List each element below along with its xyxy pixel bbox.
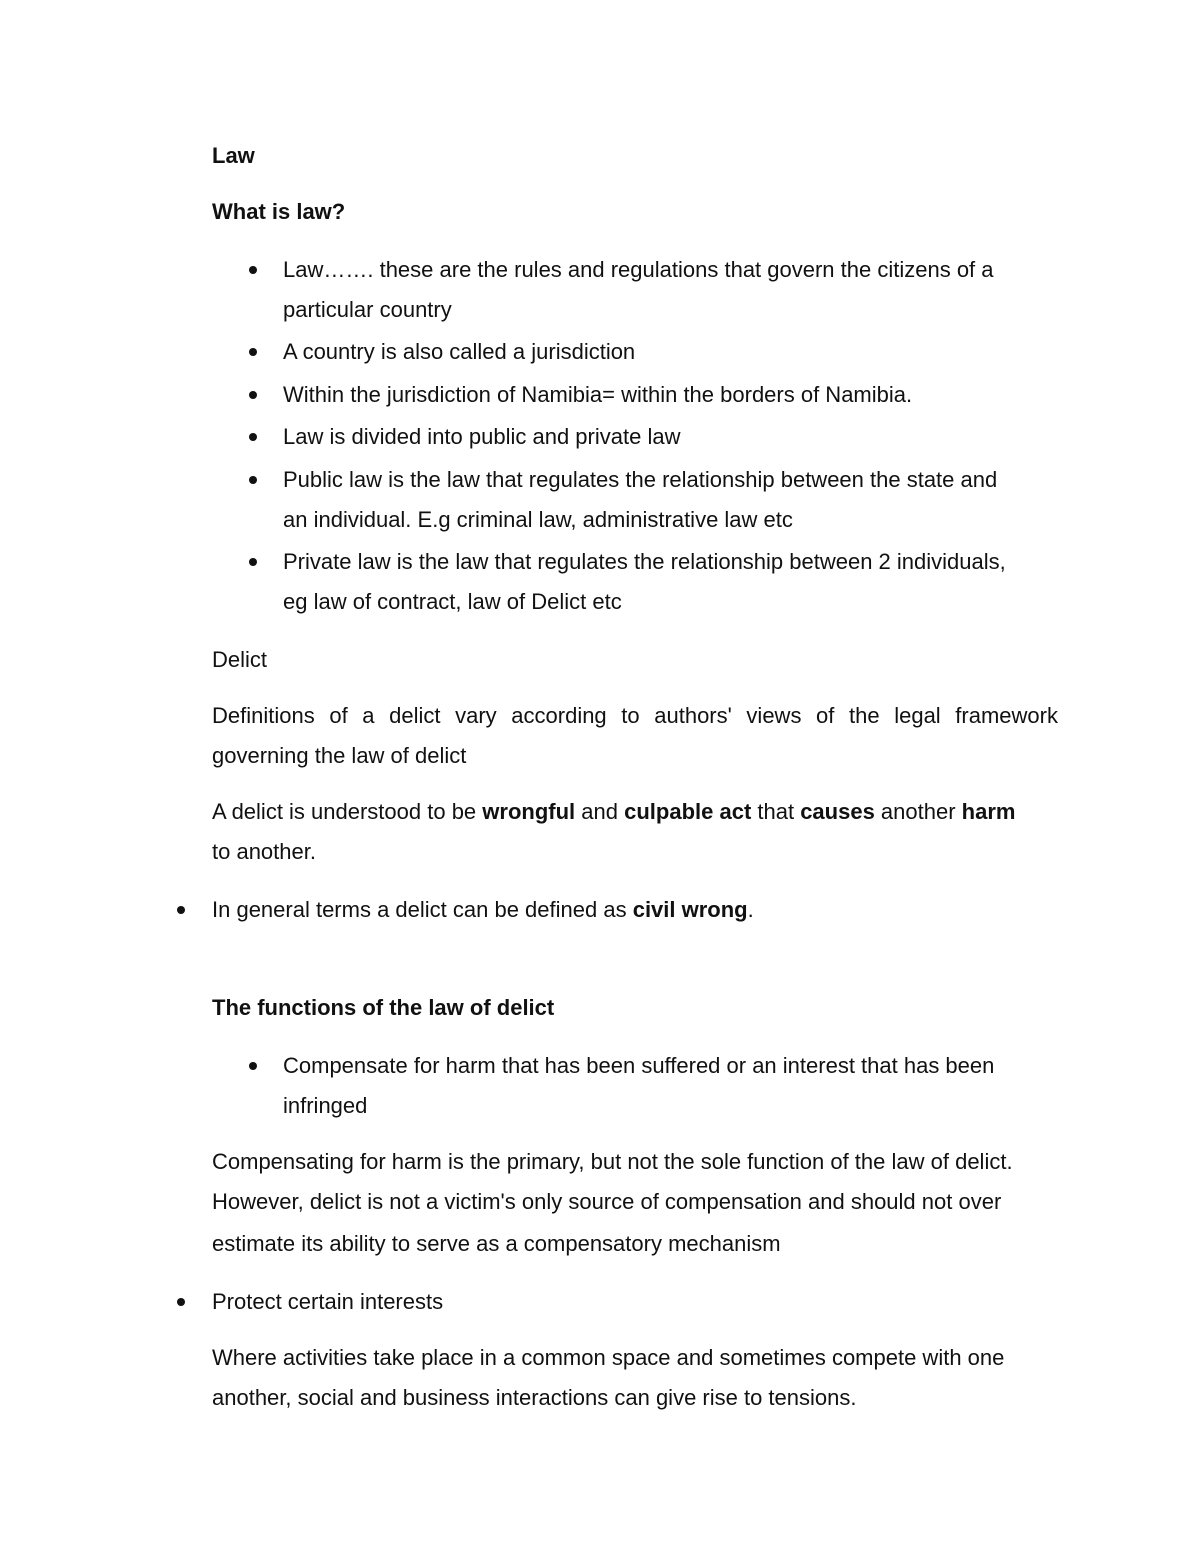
functions-heading: The functions of the law of delict — [212, 995, 555, 1020]
section-question: What is law? — [212, 199, 346, 224]
where-para-line2: another, social and business interactions can give rise to tensions. — [212, 1385, 857, 1410]
bold-term: culpable act — [624, 799, 752, 824]
law-bullet-2: A country is also called a jurisdiction — [283, 339, 636, 364]
delict-heading: Delict — [212, 647, 268, 672]
compensating-para-line2: However, delict is not a victim's only source of compensation and should not over — [212, 1189, 1002, 1214]
bold-term: wrongful — [482, 799, 576, 824]
compensate-bullet-line2: infringed — [283, 1093, 368, 1118]
law-bullet-4: Law is divided into public and private law — [283, 424, 681, 449]
understood-line1: A delict is understood to be wrongful and culpable act that causes another harm — [212, 799, 1016, 824]
compensating-para-line3: estimate its ability to serve as a compensatory mechanism — [212, 1231, 781, 1256]
definitions-line1: Definitions of a delict vary according to authors' views of the legal framework — [212, 703, 1058, 728]
bullet-dot — [177, 1298, 185, 1306]
bullet-dot — [177, 906, 185, 914]
law-bullet-1-line1: Law……. these are the rules and regulations that govern the citizens of a — [283, 257, 994, 282]
law-bullet-5-line1: Public law is the law that regulates the relationship between the state and — [283, 467, 998, 492]
law-bullet-1-line2: particular country — [283, 297, 452, 322]
compensating-para-line1: Compensating for harm is the primary, but not the sole function of the law of delict. — [212, 1149, 1013, 1174]
bullet-dot — [249, 266, 257, 274]
law-bullet-3: Within the jurisdiction of Namibia= within the borders of Namibia. — [283, 382, 913, 407]
compensate-bullet-line1: Compensate for harm that has been suffered or an interest that has been — [283, 1053, 995, 1078]
doc-title: Law — [212, 143, 255, 168]
bullet-dot — [249, 348, 257, 356]
bullet-dot — [249, 433, 257, 441]
protect-bullet: Protect certain interests — [212, 1289, 444, 1314]
bold-term: civil wrong — [632, 897, 748, 922]
general-bullet: In general terms a delict can be defined as civil wrong. — [212, 897, 754, 922]
law-bullet-6-line2: eg law of contract, law of Delict etc — [283, 589, 622, 614]
bullet-dot — [249, 391, 257, 399]
bullet-dot — [249, 476, 257, 484]
understood-line2: to another. — [212, 839, 316, 864]
bullet-dot — [249, 1062, 257, 1070]
definitions-line2: governing the law of delict — [212, 743, 467, 768]
bullet-dot — [249, 558, 257, 566]
bold-term: causes — [800, 799, 875, 824]
law-bullet-6-line1: Private law is the law that regulates the relationship between 2 individuals, — [283, 549, 1006, 574]
bold-term: harm — [961, 799, 1016, 824]
where-para-line1: Where activities take place in a common space and sometimes compete with one — [212, 1345, 1005, 1370]
law-bullet-5-line2: an individual. E.g criminal law, administrative law etc — [283, 507, 793, 532]
